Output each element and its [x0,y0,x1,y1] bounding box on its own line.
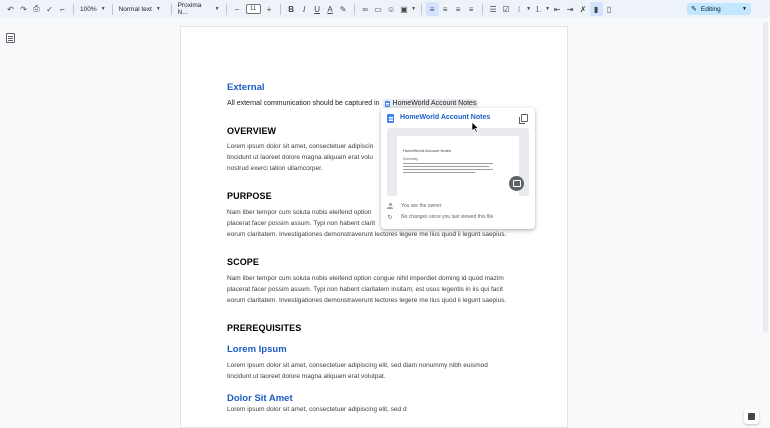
divider [280,4,281,15]
vertical-scrollbar[interactable] [761,20,769,320]
line-spacing-icon[interactable]: ☰ [489,4,497,14]
image-icon[interactable]: ▣ [400,4,408,14]
heading-external: External [227,82,265,93]
document-thumbnail[interactable] [387,128,529,196]
chevron-down-icon: ▼ [100,6,106,12]
scrollbar-thumb[interactable] [763,22,768,332]
zoom-value: 100% [80,5,97,13]
checklist-icon[interactable]: ☑ [502,4,510,14]
changes-row [387,214,493,220]
intro-text: All external communication should be captured in [227,100,380,107]
copy-link-icon[interactable] [521,114,528,122]
align-justify-icon[interactable]: ≡ [468,4,474,14]
editing-label: Editing [700,5,721,13]
chevron-down-icon: ▼ [155,6,161,12]
format-options-icon[interactable]: ▯ [606,4,612,14]
divider [482,4,483,15]
google-doc-icon [387,114,394,123]
preview-doc-title[interactable]: HomeWorld Account Notes [400,114,491,121]
intro-paragraph [227,99,478,108]
dolor-paragraph [227,404,532,415]
heading-purpose: PURPOSE [227,191,272,201]
chevron-down-icon: ▼ [214,6,220,12]
emoji-icon[interactable]: ☺ [386,4,396,14]
divider [171,4,172,15]
increase-font-size-button[interactable]: + [266,4,272,14]
underline-button[interactable]: U [314,4,320,14]
thumbnail-text-lines [403,163,493,175]
text-line: eorum claritatem. Investigationes demonstraverunt lectores legere me lius quod ii legunt saepius. [227,297,507,304]
style-value: Normal text [118,5,152,13]
highlight-icon[interactable]: ✎ [339,4,347,14]
pageless-icon[interactable]: ▮ [590,2,603,16]
changes-text: No changes since you last viewed this file [401,214,494,220]
smart-chip-link[interactable] [383,99,479,108]
divider [112,4,113,15]
text-line: placerat facer possim assum. Typi non habent clarit [227,220,376,227]
person-icon [387,203,393,209]
bulleted-list-icon[interactable]: ⁝ [517,4,521,14]
chevron-down-icon[interactable]: ▼ [411,6,417,12]
heading-lorem-ipsum: Lorem Ipsum [227,344,287,355]
explore-button-icon[interactable] [744,409,759,424]
open-in-new-icon[interactable] [509,176,524,191]
chevron-down-icon[interactable]: ▼ [545,6,551,12]
document-outline-icon[interactable] [6,33,15,43]
redo-icon[interactable]: ↷ [20,4,27,14]
chevron-down-icon[interactable]: ▼ [526,6,532,12]
font-value: Proxima N... [177,2,202,16]
heading-overview: OVERVIEW [227,126,277,136]
zoom-select[interactable] [78,6,108,13]
text-line: placerat facer possim assum. Typi non habent claritatem insitam; est usus legentis in iis qui facit [227,286,503,293]
text-line: eorum claritatem. Investigationes demonstraverunt lectores legere me lius quod ii legunt saepius. [227,231,507,238]
italic-button[interactable]: I [302,4,306,14]
bold-button[interactable]: B [288,4,294,14]
increase-indent-icon[interactable]: ⇥ [566,4,574,14]
text-line: Lorem ipsum dolor sit amet, consectetuer adipiscing elit, sed d [227,406,407,413]
divider [73,4,74,15]
heading-dolor-sit-amet: Dolor Sit Amet [227,393,293,404]
comment-icon[interactable]: ▭ [374,4,382,14]
heading-prerequisites: PREREQUISITES [227,323,302,333]
undo-icon[interactable]: ↶ [7,4,14,14]
font-select[interactable] [176,2,222,16]
align-right-icon[interactable]: ≡ [455,4,461,14]
link-preview-card [381,108,535,229]
paint-format-icon[interactable]: ⌐ [60,4,65,14]
numbered-list-icon[interactable]: ⒈ [534,4,543,14]
align-center-icon[interactable]: ≡ [442,4,448,14]
chevron-down-icon: ▼ [742,6,747,12]
divider [354,4,355,15]
text-line: Lorem ipsum dolor sit amet, consectetuer adipiscing elit, sed diam nonummy nibh euismod [227,362,488,369]
thumbnail-title: HomeWorld Account Notes [403,148,451,153]
history-icon: ↻ [387,214,393,221]
text-line: Nam liber tempor cum soluta nobis eleifend option [227,209,372,216]
text-line: tincidunt ut laoreet dolore magna aliquam erat volu [227,154,373,161]
align-left-icon[interactable]: ≡ [426,2,439,16]
decrease-font-size-button[interactable]: − [234,4,240,14]
decrease-indent-icon[interactable]: ⇤ [553,4,561,14]
owner-text: You are the owner [401,203,442,209]
pencil-icon: ✎ [691,6,697,13]
print-icon[interactable]: ⎙ [33,4,40,13]
link-icon[interactable]: ∞ [362,4,368,14]
editing-mode-button[interactable] [687,3,751,15]
divider [421,4,422,15]
heading-scope: SCOPE [227,257,260,267]
text-line: tincidunt ut laoreet dolore magna aliquam erat volutpat. [227,373,386,380]
toolbar [0,0,770,18]
lorem-paragraph [227,360,532,382]
divider [226,4,227,15]
smart-chip-label: HomeWorld Account Notes [392,100,477,107]
text-line: Lorem ipsum dolor sit amet, consectetuer adipiscin [227,143,374,150]
owner-row [387,203,441,209]
scope-paragraph [227,273,532,306]
text-line: nostrud exerci tation ullamcorper. [227,165,323,172]
google-doc-icon [385,101,390,107]
clear-formatting-icon[interactable]: ✗ [579,4,587,14]
style-select[interactable] [117,6,167,13]
text-color-button[interactable]: A [327,4,333,14]
thumbnail-subtitle: Summary [403,157,418,161]
font-size-input[interactable]: 11 [246,4,261,14]
text-line: Nam liber tempor cum soluta nobis eleifend option congue nihil imperdiet doming id quod mazim [227,275,504,282]
spellcheck-icon[interactable]: ✓ [46,4,53,14]
